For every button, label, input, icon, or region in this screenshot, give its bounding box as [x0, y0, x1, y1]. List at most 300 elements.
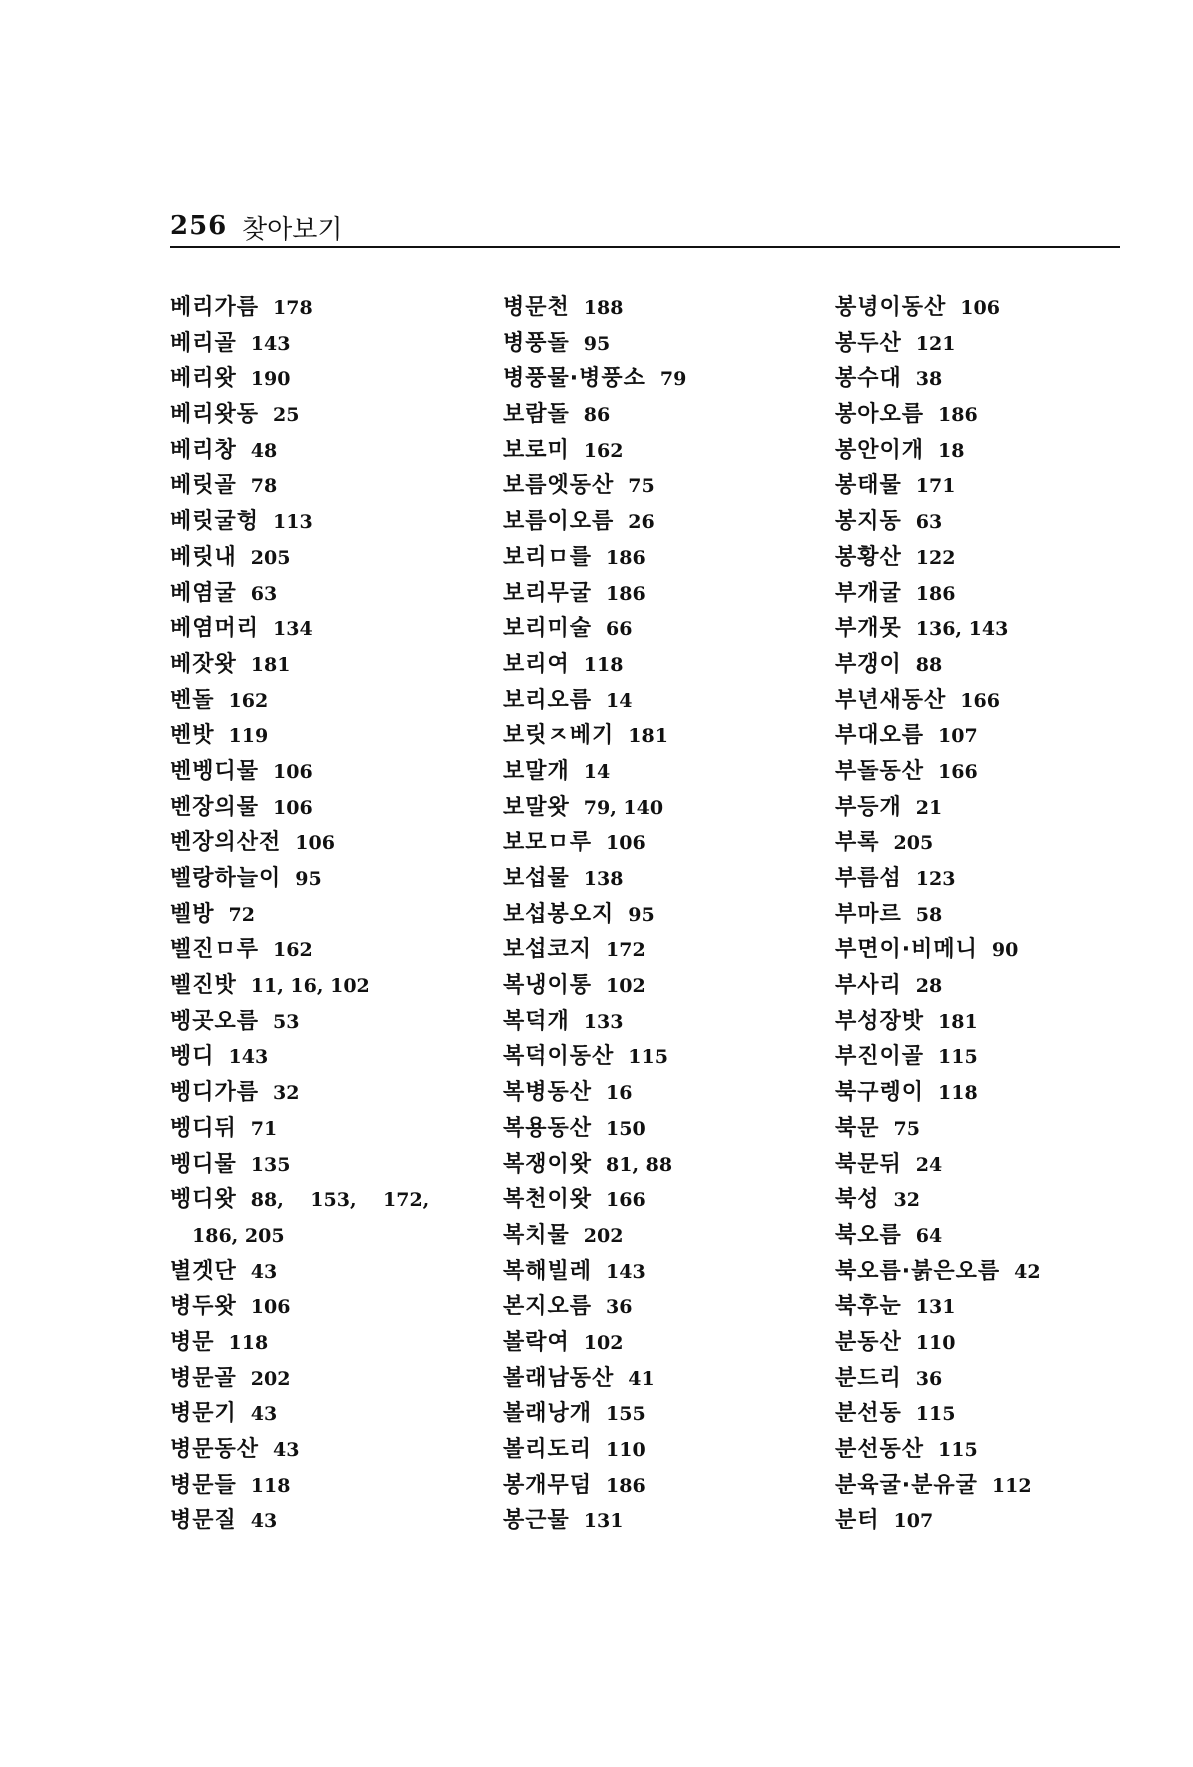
- index-entry: [170, 718, 500, 754]
- index-entry: [835, 1218, 1135, 1254]
- index-entry: [835, 361, 1135, 397]
- index-term: 베릿골: [170, 473, 237, 499]
- index-entry: [835, 326, 1135, 362]
- index-page-refs: 53: [273, 1010, 300, 1033]
- index-page-refs: 118: [228, 1331, 269, 1354]
- index-entry: [503, 1289, 833, 1325]
- index-term: 베릿굴헝: [170, 509, 260, 535]
- index-entry: [835, 825, 1135, 861]
- index-entry: [835, 504, 1135, 540]
- index-term: 베리창: [170, 437, 237, 463]
- index-entry: [503, 790, 833, 826]
- index-term: 분선동산: [835, 1437, 925, 1462]
- index-entry: [170, 1254, 500, 1290]
- index-page-refs: 106: [960, 297, 1000, 319]
- index-page-refs: 41: [628, 1367, 655, 1390]
- index-term: 봉녕이동산: [835, 295, 947, 320]
- index-page-refs: 107: [938, 725, 978, 748]
- index-entry: [835, 611, 1135, 647]
- index-page-refs: 113: [273, 511, 313, 534]
- index-page-refs: 63: [250, 582, 278, 605]
- index-term: 벤장의산전: [170, 830, 282, 856]
- index-entry: [503, 968, 833, 1004]
- index-entry: [835, 718, 1135, 754]
- header-rule: [170, 246, 1120, 248]
- index-page-refs: 86: [583, 404, 611, 427]
- index-entry: [170, 932, 500, 968]
- index-page-refs: 102: [606, 975, 646, 998]
- index-entry: [503, 647, 833, 683]
- index-page-refs: 48: [250, 439, 278, 462]
- index-page-refs: 72: [228, 903, 255, 926]
- index-page-refs: 166: [606, 1189, 646, 1212]
- index-term: 봉태물: [835, 473, 902, 499]
- index-term: 봉안이개: [835, 437, 925, 463]
- index-page-refs: 118: [583, 653, 624, 676]
- index-entry: [503, 1468, 833, 1504]
- index-term: 벨진밧: [170, 973, 237, 999]
- index-entry: [503, 468, 833, 504]
- index-term: 볼래남동산: [503, 1365, 615, 1391]
- index-entry: [835, 1039, 1135, 1075]
- index-term: 북문: [835, 1115, 880, 1141]
- index-entry: [503, 1325, 833, 1361]
- index-term: 보섭코지: [503, 937, 593, 963]
- index-entry: [170, 1503, 500, 1539]
- index-term: 벨진ㅁ루: [170, 937, 260, 963]
- index-term: 복쟁이왓: [503, 1151, 593, 1177]
- index-entry: [503, 718, 833, 754]
- index-page-refs: 162: [228, 689, 269, 712]
- index-term: 복덕이동산: [503, 1044, 615, 1070]
- index-page-refs: 107: [893, 1510, 934, 1533]
- index-term: 병문천: [503, 295, 570, 320]
- index-term: 벨랑하늘이: [170, 866, 282, 891]
- index-term: 부면이·비메니: [835, 937, 978, 963]
- index-term: 부름섬: [835, 866, 902, 891]
- index-entry: [835, 433, 1135, 469]
- index-entry: [170, 1468, 500, 1504]
- index-term: 베릿내: [170, 544, 237, 570]
- index-entry: [170, 1218, 500, 1254]
- index-page-refs: 43: [250, 1510, 278, 1533]
- index-term: 복해빌레: [503, 1258, 593, 1284]
- index-page-refs: 95: [628, 903, 655, 926]
- index-entry: [170, 1075, 500, 1111]
- index-entry: [503, 576, 833, 612]
- index-page-refs: 32: [273, 1082, 300, 1105]
- index-term: 부개굴: [835, 580, 902, 606]
- index-term: 병두왓: [170, 1294, 237, 1320]
- index-term: 베리골: [170, 330, 237, 356]
- index-page-refs: 95: [295, 868, 322, 890]
- index-page-refs: 178: [273, 297, 313, 319]
- index-page-refs: 106: [273, 796, 313, 819]
- index-page-refs: 115: [628, 1046, 668, 1069]
- index-page-refs: 66: [606, 618, 633, 641]
- index-term: 부록: [835, 830, 880, 856]
- index-entry: [503, 861, 833, 897]
- index-page-refs: 131: [915, 1296, 956, 1319]
- index-term: 봉지동: [835, 509, 902, 535]
- index-term: 북문뒤: [835, 1151, 902, 1177]
- index-entry: [170, 504, 500, 540]
- index-entry: [835, 1289, 1135, 1325]
- index-entry: [835, 576, 1135, 612]
- index-entry: [835, 932, 1135, 968]
- index-entry: [170, 897, 500, 933]
- index-term: 보름엣동산: [503, 473, 615, 499]
- index-term: 봉개무덤: [503, 1472, 593, 1498]
- index-entry: [170, 790, 500, 826]
- index-page-refs: 136, 143: [915, 618, 1009, 641]
- index-page-refs: 181: [250, 653, 291, 676]
- index-term: 베염굴: [170, 580, 237, 606]
- index-entry: [503, 361, 833, 397]
- index-entry: [503, 1039, 833, 1075]
- index-page-refs: 186: [606, 1474, 646, 1497]
- index-page-refs: 106: [295, 832, 335, 855]
- index-page-refs: 186, 205: [192, 1224, 285, 1247]
- index-entry: [835, 397, 1135, 433]
- index-term: 병풍물·병풍소: [503, 366, 646, 392]
- index-page-refs: 81, 88: [606, 1153, 673, 1176]
- index-term: 북후눈: [835, 1294, 902, 1320]
- index-entry: [835, 1004, 1135, 1040]
- index-entry: [835, 540, 1135, 576]
- index-entry: [170, 397, 500, 433]
- index-page-refs: 205: [250, 546, 291, 569]
- index-entry: [835, 1111, 1135, 1147]
- index-term: 부사리: [835, 973, 902, 999]
- running-header: [170, 205, 1120, 245]
- index-term: 병문질: [170, 1508, 237, 1534]
- index-page-refs: 181: [938, 1010, 978, 1033]
- index-term: 복냉이통: [503, 973, 593, 999]
- index-page-refs: 88, 153, 172,: [250, 1189, 430, 1212]
- index-page-refs: 133: [583, 1010, 624, 1033]
- index-entry: [503, 683, 833, 719]
- index-page-refs: 42: [1014, 1260, 1041, 1283]
- index-page-refs: 36: [915, 1367, 943, 1390]
- index-entry: [835, 1468, 1135, 1504]
- index-term: 베리가름: [170, 295, 260, 320]
- index-term: 부돌동산: [835, 758, 925, 784]
- index-page-refs: 106: [250, 1296, 291, 1319]
- index-term: 보리ㅁ를: [503, 544, 593, 570]
- index-term: 보리미술: [503, 616, 593, 642]
- index-term: 북오름: [835, 1222, 902, 1248]
- index-term: 병문기: [170, 1401, 237, 1427]
- index-page-refs: 106: [606, 832, 646, 855]
- index-page-refs: 38: [915, 368, 943, 391]
- index-page-refs: 119: [228, 725, 269, 748]
- index-entry: [835, 1254, 1135, 1290]
- index-page-refs: 78: [250, 475, 278, 498]
- index-page-refs: 138: [583, 868, 624, 890]
- index-entry: [503, 1254, 833, 1290]
- index-entry: [503, 1432, 833, 1468]
- index-entry: [503, 326, 833, 362]
- index-entry: [170, 433, 500, 469]
- index-term: 벵디: [170, 1044, 215, 1070]
- index-page-refs: 63: [915, 511, 943, 534]
- index-page-refs: 11, 16, 102: [250, 975, 370, 998]
- index-page-refs: 202: [583, 1224, 624, 1247]
- index-page-refs: 118: [938, 1082, 978, 1105]
- index-entry: [835, 1503, 1135, 1539]
- index-page-refs: 21: [915, 796, 943, 819]
- index-page-refs: 172: [606, 939, 646, 962]
- index-term: 보릿ㅈ베기: [503, 723, 615, 749]
- index-page-refs: 186: [938, 404, 978, 427]
- index-term: 벤밧: [170, 723, 215, 749]
- index-term: 병문골: [170, 1365, 237, 1391]
- index-page-refs: 14: [606, 689, 633, 712]
- index-entry: [170, 1432, 500, 1468]
- index-column-1: [170, 290, 500, 1539]
- index-entry: [170, 540, 500, 576]
- index-term: 복천이왓: [503, 1187, 593, 1213]
- index-page-refs: 58: [915, 903, 943, 926]
- index-term: 볼래낭개: [503, 1401, 593, 1427]
- index-page-refs: 135: [250, 1153, 291, 1176]
- index-page-refs: 166: [960, 689, 1000, 712]
- index-page-refs: 102: [583, 1331, 624, 1354]
- index-term: 분육굴·분유굴: [835, 1472, 978, 1498]
- index-entry: [503, 1503, 833, 1539]
- index-term: 북구렝이: [835, 1080, 925, 1106]
- index-term: 봉아오름: [835, 402, 925, 428]
- index-page-refs: 43: [250, 1403, 278, 1426]
- index-page-refs: 25: [273, 404, 300, 427]
- index-term: 부등개: [835, 794, 902, 820]
- index-page-refs: 150: [606, 1117, 646, 1140]
- index-term: 복용동산: [503, 1115, 593, 1141]
- index-term: 벵곳오름: [170, 1008, 260, 1034]
- index-entry: [170, 290, 500, 326]
- index-entry: [503, 1147, 833, 1183]
- index-term: 보말왓: [503, 794, 570, 820]
- index-page-refs: 16: [606, 1082, 633, 1105]
- index-term: 본지오름: [503, 1294, 593, 1320]
- index-term: 복병동산: [503, 1080, 593, 1106]
- index-term: 부대오름: [835, 723, 925, 749]
- index-term: 분선동: [835, 1401, 902, 1427]
- index-term: 복덕개: [503, 1008, 570, 1034]
- index-entry: [170, 754, 500, 790]
- index-term: 벵디물: [170, 1151, 237, 1177]
- index-term: 부갱이: [835, 651, 902, 677]
- index-term: 부진이골: [835, 1044, 925, 1070]
- index-entry: [503, 825, 833, 861]
- index-page-refs: 115: [938, 1046, 978, 1069]
- index-entry: [170, 861, 500, 897]
- index-page-refs: 95: [583, 332, 611, 355]
- index-entry: [835, 1396, 1135, 1432]
- index-term: 볼락여: [503, 1329, 570, 1355]
- index-page-refs: 162: [583, 439, 624, 462]
- index-entry: [503, 1182, 833, 1218]
- index-term: 부마르: [835, 901, 902, 927]
- index-term: 볼리도리: [503, 1437, 593, 1462]
- index-entry: [835, 790, 1135, 826]
- index-page-refs: 112: [991, 1474, 1032, 1497]
- index-entry: [170, 647, 500, 683]
- index-page-refs: 28: [915, 975, 943, 998]
- index-entry: [170, 1361, 500, 1397]
- index-page-refs: 131: [583, 1510, 624, 1533]
- page-number: 256: [170, 211, 228, 241]
- index-page-refs: 75: [628, 475, 655, 498]
- index-page-refs: 110: [915, 1331, 956, 1354]
- index-entry: [503, 1396, 833, 1432]
- index-page-refs: 24: [915, 1153, 943, 1176]
- index-page-refs: 205: [893, 832, 934, 855]
- index-entry: [835, 861, 1135, 897]
- index-page-refs: 106: [273, 760, 313, 783]
- index-entry: [170, 611, 500, 647]
- index-entry: [170, 1289, 500, 1325]
- index-entry: [170, 361, 500, 397]
- index-page-refs: 188: [583, 297, 624, 319]
- index-page-refs: 118: [250, 1474, 291, 1497]
- index-term: 병문동산: [170, 1437, 260, 1462]
- index-entry: [835, 1432, 1135, 1468]
- index-term: 보모ㅁ루: [503, 830, 593, 856]
- index-entry: [503, 1075, 833, 1111]
- index-entry: [835, 1325, 1135, 1361]
- index-page-refs: 166: [938, 760, 978, 783]
- index-term: 분동산: [835, 1329, 902, 1355]
- index-term: 분터: [835, 1508, 880, 1534]
- index-entry: [170, 1325, 500, 1361]
- index-entry: [835, 968, 1135, 1004]
- index-entry: [503, 1361, 833, 1397]
- index-entry: [170, 1147, 500, 1183]
- index-term: 보로미: [503, 437, 570, 463]
- index-entry: [835, 1075, 1135, 1111]
- index-page-refs: 115: [915, 1403, 956, 1426]
- index-entry: [503, 897, 833, 933]
- index-term: 북오름·붉은오름: [835, 1258, 1001, 1284]
- index-page-refs: 190: [250, 368, 291, 391]
- index-page-refs: 18: [938, 439, 965, 462]
- index-page-refs: 14: [583, 760, 611, 783]
- index-term: 벵디가름: [170, 1080, 260, 1106]
- index-term: 베염머리: [170, 616, 260, 642]
- index-term: 병문: [170, 1329, 215, 1355]
- index-entry: [835, 647, 1135, 683]
- index-entry: [503, 540, 833, 576]
- index-entry: [835, 683, 1135, 719]
- index-entry: [503, 611, 833, 647]
- index-page-refs: 75: [893, 1117, 920, 1140]
- index-page-refs: 32: [893, 1189, 920, 1212]
- index-entry: [835, 754, 1135, 790]
- index-page-refs: 123: [915, 868, 956, 890]
- index-page-refs: 143: [228, 1046, 269, 1069]
- index-entry: [503, 397, 833, 433]
- index-entry: [835, 1361, 1135, 1397]
- index-entry: [835, 468, 1135, 504]
- index-column-3: [835, 290, 1135, 1539]
- index-entry: [170, 1039, 500, 1075]
- index-term: 봉황산: [835, 544, 902, 570]
- index-entry: [835, 1182, 1135, 1218]
- index-term: 보리무굴: [503, 580, 593, 606]
- index-page-refs: 202: [250, 1367, 291, 1390]
- index-term: 부성장밧: [835, 1008, 925, 1034]
- index-entry: [170, 576, 500, 612]
- index-page-refs: 88: [915, 653, 943, 676]
- index-term: 봉근물: [503, 1508, 570, 1534]
- index-term: 보말개: [503, 758, 570, 784]
- index-page-refs: 26: [628, 511, 655, 534]
- index-term: 병풍돌: [503, 330, 570, 356]
- index-entry: [170, 326, 500, 362]
- index-page-refs: 162: [273, 939, 313, 962]
- index-term: 봉수대: [835, 366, 902, 392]
- index-term: 베리왓동: [170, 402, 260, 428]
- index-page-refs: 134: [273, 618, 313, 641]
- index-page-refs: 36: [606, 1296, 633, 1319]
- index-entry: [503, 1218, 833, 1254]
- page-title: 찾아보기: [242, 215, 343, 245]
- index-entry: [503, 754, 833, 790]
- index-page-refs: 143: [250, 332, 291, 355]
- index-term: 벵디왓: [170, 1187, 237, 1213]
- index-term: 벤장의물: [170, 794, 260, 820]
- index-entry: [170, 1004, 500, 1040]
- index-entry: [170, 683, 500, 719]
- index-term: 벨방: [170, 901, 215, 927]
- index-entry: [835, 290, 1135, 326]
- index-page-refs: 121: [915, 332, 956, 355]
- index-entry: [835, 897, 1135, 933]
- index-page-refs: 90: [991, 939, 1019, 962]
- index-term: 베리왓: [170, 366, 237, 392]
- index-page-refs: 171: [915, 475, 956, 498]
- index-page-refs: 43: [250, 1260, 278, 1283]
- index-term: 부년새동산: [835, 687, 947, 713]
- index-term: 보람돌: [503, 402, 570, 428]
- index-term: 분드리: [835, 1365, 902, 1391]
- index-term: 보름이오름: [503, 509, 615, 535]
- index-page-refs: 64: [915, 1224, 943, 1247]
- index-term: 보섭봉오지: [503, 901, 615, 927]
- index-entry: [170, 1182, 500, 1218]
- index-term: 봉두산: [835, 330, 902, 356]
- index-entry: [503, 290, 833, 326]
- index-entry: [170, 968, 500, 1004]
- index-page-refs: 186: [606, 546, 646, 569]
- index-term: 벤벵디물: [170, 758, 260, 784]
- index-term: 병문들: [170, 1472, 237, 1498]
- index-page-refs: 186: [606, 582, 646, 605]
- index-term: 북성: [835, 1187, 880, 1213]
- index-page-refs: 79: [659, 368, 687, 391]
- index-entry: [503, 504, 833, 540]
- index-column-2: [503, 290, 833, 1539]
- index-page-refs: 115: [938, 1439, 978, 1461]
- index-entry: [503, 1004, 833, 1040]
- index-entry: [503, 433, 833, 469]
- index-entry: [503, 1111, 833, 1147]
- index-term: 보리오름: [503, 687, 593, 713]
- index-term: 벵디뒤: [170, 1115, 237, 1141]
- index-entry: [170, 468, 500, 504]
